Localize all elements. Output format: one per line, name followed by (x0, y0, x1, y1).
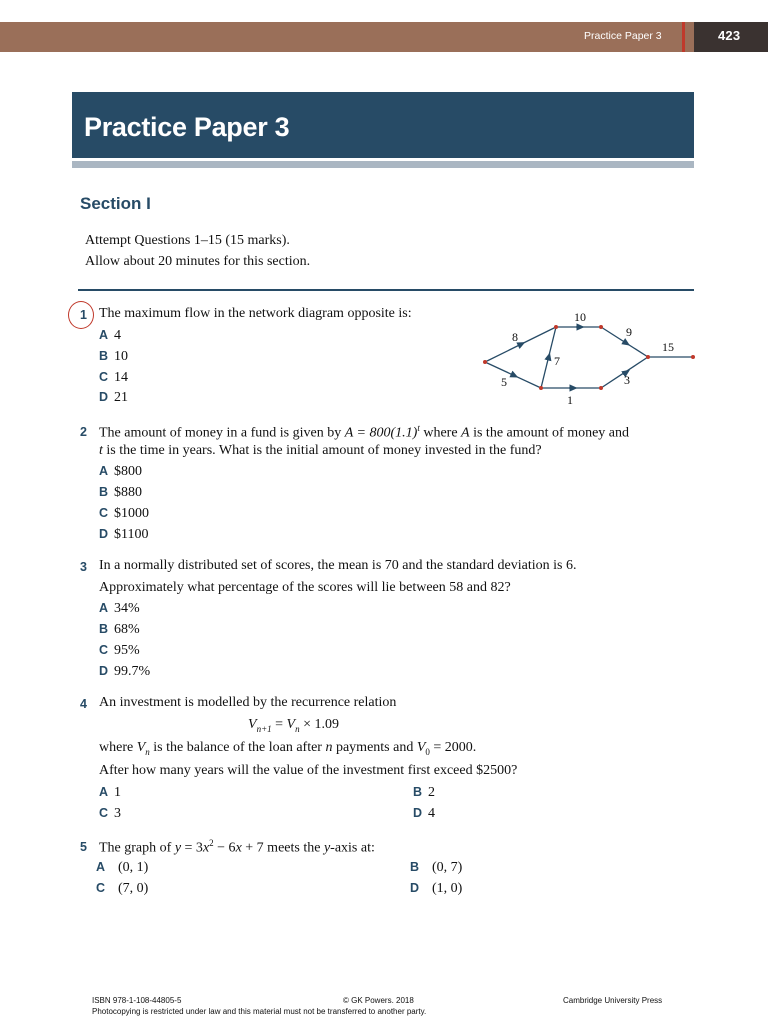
arrow-s-c (511, 374, 515, 376)
subscript: n+1 (256, 723, 272, 734)
question-3-line-1: In a normally distributed set of scores, the mean is 70 and the standard deviation is 6. (99, 558, 577, 573)
question-5-number: 5 (80, 840, 87, 854)
node-b (599, 325, 603, 329)
question-1-option-c[interactable] (99, 370, 128, 386)
option-letter: D (99, 664, 109, 678)
option-value: (7, 0) (118, 881, 149, 896)
option-value: 14 (114, 370, 128, 385)
instruction-line-1: Attempt Questions 1–15 (15 marks). (85, 233, 290, 248)
text-run: The amount of money in a fund is given by (99, 425, 345, 441)
option-letter: D (99, 527, 109, 541)
question-1-option-b[interactable] (99, 349, 128, 365)
question-1-text: The maximum flow in the network diagram opposite is: (99, 306, 412, 321)
text-run: is the balance of the loan after (149, 740, 326, 755)
footer-isbn: ISBN 978-1-108-44805-5 (92, 996, 182, 1005)
option-value: (1, 0) (432, 881, 463, 896)
page-number: 423 (718, 28, 741, 43)
node-d (599, 386, 603, 390)
question-4-option-a[interactable] (99, 785, 121, 801)
text-run: -axis at: (330, 840, 375, 856)
question-1-option-d[interactable] (99, 390, 128, 406)
question-1-number: 1 (80, 308, 87, 322)
edge-weight-7: 7 (554, 354, 560, 368)
recurrence-equation (248, 717, 339, 734)
edge-weight-5: 5 (501, 375, 507, 389)
text-run: where (419, 425, 462, 441)
text-run: × 1.09 (299, 717, 340, 732)
option-value: $1000 (114, 506, 149, 521)
question-3-option-a[interactable] (99, 601, 140, 617)
question-2-line-1 (99, 423, 629, 442)
option-value: 68% (114, 622, 140, 637)
question-4-option-b[interactable] (413, 785, 435, 801)
option-value: 2 (428, 785, 435, 800)
question-3-number: 3 (80, 560, 87, 574)
option-value: 4 (428, 806, 435, 821)
text-run: The graph of (99, 840, 175, 856)
option-value: 34% (114, 601, 140, 616)
text-run: is the amount of money and (469, 425, 630, 441)
text-run: = 3 (181, 840, 203, 856)
section-rule (78, 289, 694, 291)
question-2-option-a[interactable] (99, 464, 142, 480)
option-value: 10 (114, 349, 128, 364)
node-s (483, 360, 487, 364)
option-letter: A (99, 464, 109, 478)
edge-weight-8: 8 (512, 330, 518, 344)
variable: A (461, 425, 470, 441)
edge-weight-10: 10 (574, 310, 586, 324)
option-letter: C (99, 370, 109, 384)
node-a (554, 325, 558, 329)
text-run: − 6 (213, 840, 236, 856)
option-value: $880 (114, 485, 142, 500)
option-letter: A (99, 601, 109, 615)
option-value: 1 (114, 785, 121, 800)
text-run: where (99, 740, 137, 755)
option-letter: C (99, 806, 109, 820)
text-run: + 7 meets the (241, 840, 324, 856)
question-2-number: 2 (80, 425, 87, 439)
question-2-option-d[interactable] (99, 527, 148, 543)
question-5-text (99, 838, 375, 857)
variable: V (136, 740, 146, 755)
network-diagram (470, 305, 710, 405)
text-run: = 2000. (429, 740, 477, 755)
node-c (539, 386, 543, 390)
subscript: n (295, 723, 300, 734)
variable: V (248, 717, 257, 732)
variable: y (323, 840, 331, 856)
option-value: 21 (114, 390, 128, 405)
header-divider (682, 22, 685, 52)
option-value: 99.7% (114, 664, 151, 679)
question-4-option-c[interactable] (99, 806, 121, 822)
question-3-option-c[interactable] (99, 643, 140, 659)
option-letter: B (413, 785, 423, 799)
variable: x (235, 840, 242, 856)
question-3-line-2: Approximately what percentage of the scores will lie between 58 and 82? (99, 580, 511, 595)
variable: t (99, 443, 103, 458)
question-4-line-4: After how many years will the value of the investment first exceed $2500? (99, 763, 518, 778)
variable: x (202, 840, 210, 856)
option-value: (0, 1) (118, 860, 149, 875)
formula: A = 800(1.1) (344, 425, 418, 441)
question-5-option-a[interactable] (96, 860, 148, 876)
question-3-option-b[interactable] (99, 622, 140, 638)
option-letter: C (99, 643, 109, 657)
question-4-number: 4 (80, 697, 87, 711)
option-letter: B (99, 349, 109, 363)
arrow-s-a (518, 344, 522, 346)
option-value: 95% (114, 643, 140, 658)
footer-notice: Photocopying is restricted under law and this material must not be transferred to another party. (92, 1007, 427, 1016)
running-title: Practice Paper 3 (584, 30, 662, 42)
option-value: 4 (114, 328, 121, 343)
exponent: 2 (209, 838, 214, 848)
question-5-option-c[interactable] (96, 881, 148, 897)
question-1-option-a[interactable] (99, 328, 121, 344)
option-letter: D (410, 881, 420, 895)
question-4-option-d[interactable] (413, 806, 435, 822)
edge-weight-1: 1 (567, 393, 573, 405)
subscript: 0 (425, 746, 430, 757)
option-letter: A (96, 860, 106, 874)
instruction-line-2: Allow about 20 minutes for this section. (85, 254, 311, 269)
option-value: $1100 (114, 527, 149, 542)
option-letter: C (96, 881, 106, 895)
option-letter: D (99, 390, 109, 404)
section-heading: Section I (80, 194, 151, 213)
text-run: payments and (332, 740, 417, 755)
option-letter: C (99, 506, 109, 520)
option-letter: D (413, 806, 423, 820)
edge-weight-9: 9 (626, 325, 632, 339)
option-letter: B (99, 622, 109, 636)
subscript: n (145, 746, 150, 757)
option-letter: B (99, 485, 109, 499)
paper-title: Practice Paper 3 (84, 112, 290, 142)
edge-weight-3: 3 (624, 373, 630, 387)
option-letter: B (410, 860, 420, 874)
edge-weight-15: 15 (662, 340, 674, 354)
question-2-option-b[interactable] (99, 485, 142, 501)
question-3-option-d[interactable] (99, 664, 150, 680)
question-4-line-3 (99, 740, 476, 757)
variable: V (416, 740, 426, 755)
question-5-option-b[interactable] (410, 860, 462, 876)
question-4-line-1: An investment is modelled by the recurrence relation (99, 695, 397, 710)
arrow-b-e (623, 341, 627, 344)
text-run: is the time in years. What is the initial amount of money invested in the fund? (102, 443, 542, 458)
question-5-option-d[interactable] (410, 881, 462, 897)
text-run: = (271, 717, 287, 732)
question-2-option-c[interactable] (99, 506, 149, 522)
option-letter: A (99, 785, 109, 799)
footer-publisher: Cambridge University Press (563, 996, 663, 1005)
paper-title-box (72, 92, 694, 158)
node-e (646, 355, 650, 359)
variable: n (325, 740, 333, 755)
option-value: (0, 7) (432, 860, 463, 875)
question-2-line-2 (99, 443, 542, 459)
footer-copyright: © GK Powers. 2018 (343, 996, 414, 1005)
option-value: 3 (114, 806, 121, 821)
variable: V (286, 717, 296, 732)
node-f (691, 355, 695, 359)
title-underline (72, 161, 694, 168)
option-value: $800 (114, 464, 142, 479)
header-band (0, 22, 768, 52)
variable: y (174, 840, 182, 856)
option-letter: A (99, 328, 109, 342)
formula-exponent: t (417, 423, 420, 433)
